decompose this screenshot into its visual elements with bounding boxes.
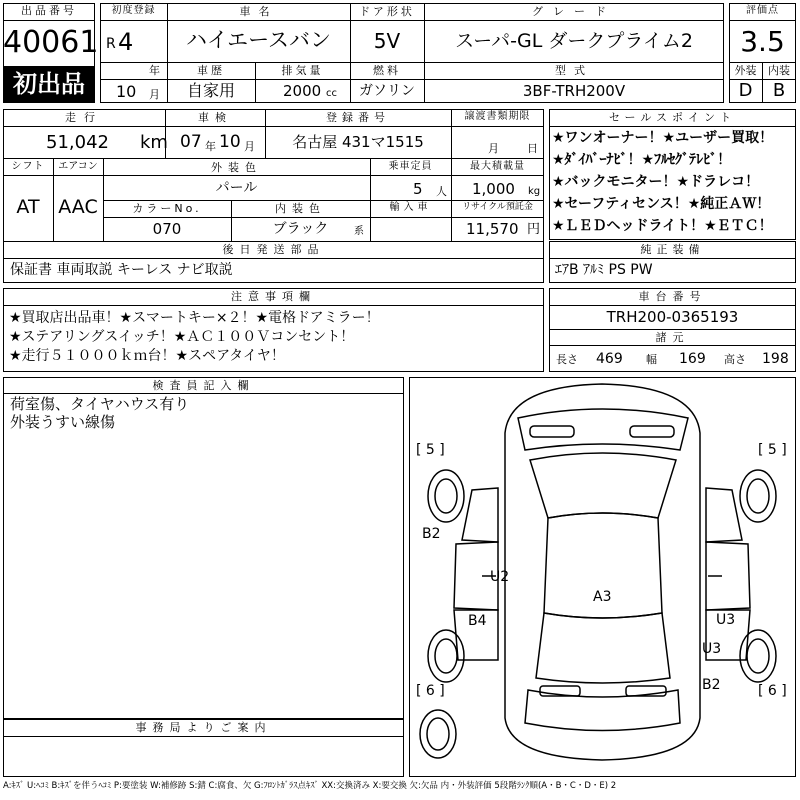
sales-line-1: ★ワンオーナー！★ユーザー買取！ [552,130,774,146]
name-label: 車名 [239,5,278,18]
transfer-day: 日 [527,142,538,155]
reg-era: R [106,36,116,52]
tire-front-right-inner [747,479,769,513]
tire-mark-rear-right: [ 6 ] [758,683,787,699]
tire-rear-right [740,630,776,682]
right-front-door [706,488,742,542]
mark-b2-right: B2 [702,677,721,693]
plate-number: 名古屋 431マ1515 [292,133,424,151]
shift: AT [16,196,40,218]
displacement: 2000 [283,82,322,100]
mileage-unit: km [140,132,168,153]
first-listing-badge: 初出品 [4,67,94,102]
rear-window [536,613,670,683]
inspector-line-1: 荷室傷、タイヤハウス有り [10,395,190,413]
tire-mark-front-right: [ 5 ] [758,442,787,458]
import-label: 輸入車 [389,202,432,213]
width-label: 幅 [646,353,657,366]
mark-u3-lower: U3 [702,641,722,657]
sales-label: セールスポイント [608,111,736,124]
tire-front-right [740,470,776,522]
insp-month-unit: 月 [244,140,255,153]
mark-a3: A3 [593,589,612,605]
headlight-right [630,426,674,437]
office-label: 事務局よりご案内 [135,721,272,734]
recycle-unit: 円 [527,222,541,237]
left-front-door [462,488,498,542]
vehicle-diagram [410,378,795,776]
mark-b2-left: B2 [422,526,441,542]
lot-label: 出品番号 [21,4,77,17]
inspector-line-2: 外装うすい線傷 [10,413,116,431]
tire-front-left-inner [435,479,457,513]
tire-rear-left-inner [435,639,457,673]
parts-label: 後日発送部品 [222,243,325,256]
int-label: 内装 [768,64,790,77]
height-label: 高さ [724,353,746,366]
insp-month: 10 [219,132,241,152]
interior-label: 内装色 [275,202,326,215]
headlight-left [530,426,574,437]
score: 3.5 [740,25,785,58]
tire-front-left [428,470,464,522]
chassis-label: 車台番号 [638,290,707,303]
displacement-unit: cc [326,88,337,99]
tire-mark-front-left: [ 5 ] [416,442,445,458]
load-label: 最大積載量 [470,161,525,172]
transfer-month: 月 [488,142,499,155]
ac-label: エアコン [58,161,98,172]
max-load: 1,000 [472,180,515,198]
model: 3BF-TRH200V [522,82,626,100]
notes-line-3: ★走行５１０００ｋｍ台！★スペアタイヤ！ [9,348,285,364]
score-label: 評価点 [746,5,779,16]
fuel: ガソリン [359,83,415,99]
sales-line-3: ★バックモニター！★ドラレコ！ [552,174,760,190]
grade: スーパ-GL ダークプライム2 [455,30,693,52]
equipment-text: ｴｱB ｱﾙﾐ PS PW [555,262,653,278]
reg-month-unit: 月 [149,88,160,101]
tire-rear-left [428,630,464,682]
ext-label: 外装 [734,64,757,77]
notes-label: 注意事項欄 [231,290,316,303]
sales-line-4: ★セーフティセンス！★純正ＡＷ！ [552,196,771,212]
model-label: 型式 [555,64,593,77]
int-score: B [772,80,786,101]
spare-tire-inner [427,718,449,750]
car-name: ハイエースバン [185,28,332,52]
length: 469 [596,351,623,367]
interior-unit: 系 [354,226,364,237]
grade-label: グレード [532,5,616,18]
color-no-label: カラーNo. [132,202,202,215]
mark-b4: B4 [468,613,487,629]
door-type: 5V [373,29,401,53]
mileage-label: 走行 [65,111,103,124]
exterior-color: パール [215,180,258,196]
sales-line-5: ★ＬＥＤヘッドライト！★ＥＴＣ！ [552,218,773,234]
inspection-label: 車検 [198,111,232,124]
reg-year-unit: 年 [149,64,160,77]
shift-label: シフト [11,161,45,172]
equipment-label: 純正装備 [640,243,705,256]
parts-text: 保証書 車両取説 キーレス ナビ取説 [10,262,233,278]
fuel-label: 燃料 [373,64,401,77]
displacement-label: 排気量 [281,64,324,77]
insp-year-unit: 年 [205,140,216,153]
width: 169 [679,351,706,367]
capacity-unit: 人 [436,185,447,198]
insp-year: 07 [180,132,202,152]
load-unit: kg [528,186,541,197]
interior-color: ブラック [272,221,329,237]
history: 自家用 [186,81,235,100]
ext-score: D [738,80,753,101]
history-label: 車歴 [197,64,225,77]
front-bumper [518,409,688,450]
notes-line-2: ★ステアリングスイッチ！★ＡＣ１００Ｖコンセント！ [9,329,355,345]
sales-line-2: ★ﾀﾞｲﾊﾞｰﾅﾋﾞ！★ﾌﾙｾｸﾞﾃﾚﾋﾞ！ [552,152,732,168]
notes-line-1: ★買取店出品車！★スマートキー×２！★電格ドアミラー！ [9,310,380,326]
lot-number: 40061 [3,25,99,60]
recycle-fee: 11,570 [466,220,519,238]
tire-rear-right-inner [747,639,769,673]
capacity-label: 乗車定員 [388,161,433,172]
spare-tire [420,710,456,758]
windshield [530,453,676,518]
reg-month: 10 [116,82,137,101]
door-label: ドア形状 [359,5,415,18]
color-no: 070 [152,220,182,238]
dims-label: 諸元 [655,331,690,344]
height: 198 [762,351,789,367]
tire-mark-rear-left: [ 6 ] [416,683,445,699]
body-top-outline [505,384,700,760]
color-label: 外装色 [211,161,262,174]
ac: AAC [58,196,98,218]
inspector-label: 検査員記入欄 [152,379,255,392]
mileage: 51,042 [46,132,109,153]
length-label: 長さ [556,353,578,366]
chassis-number: TRH200-0365193 [606,308,739,326]
legend: A:ｷｽﾞ U:ﾍｺﾐ B:ｷｽﾞを伴うﾍｺﾐ P:要塗装 W:補修跡 S:錆 C:腐食、欠 G:ﾌﾛﾝﾄｶﾞﾗｽ点ｷｽﾞ XX:交換済み X:要交換 欠:欠品 内・外装評価 5段階ﾗﾝｸ順(A・B・C・D・E) 2 [3,781,617,791]
reg-label: 初度登録 [111,5,156,16]
recycle-label: リサイクル預託金 [462,202,533,212]
mark-u3-right: U3 [716,612,736,628]
capacity: 5 [413,180,423,198]
reg-year: 4 [118,28,134,56]
transfer-label: 譲渡書類期限 [464,111,531,122]
mark-u2: U2 [490,569,510,585]
plate-label: 登録番号 [326,111,390,124]
